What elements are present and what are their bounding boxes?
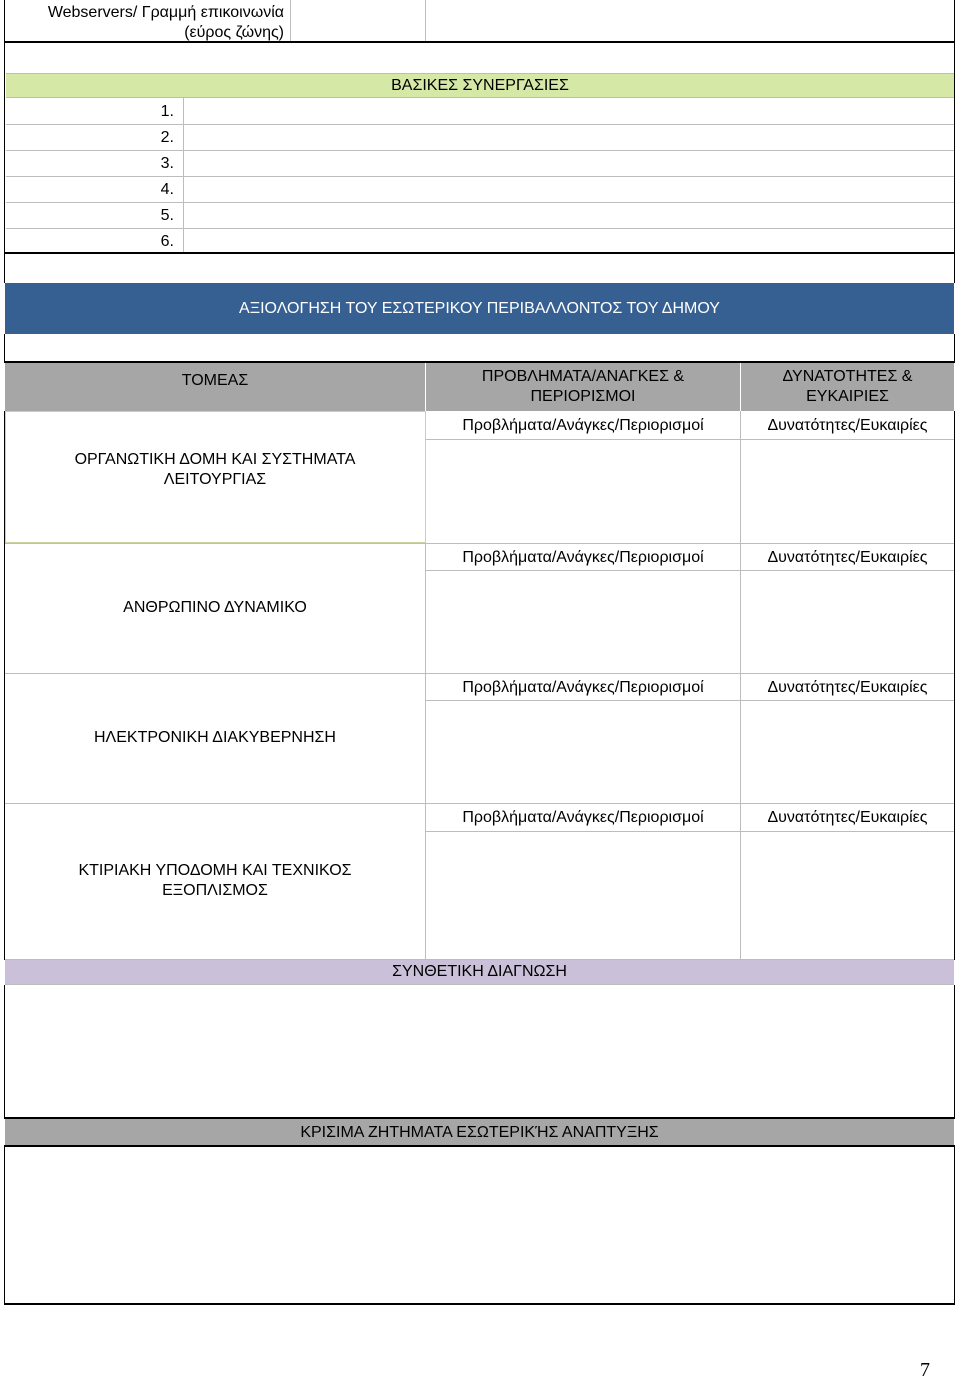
critical-issues-title: ΚΡΙΣΙΜΑ ΖΗΤΗΜΑΤΑ ΕΣΩΤΕΡΙΚΉΣ ΑΝΑΠΤΥΞΗΣ bbox=[5, 1119, 954, 1146]
synthetic-diagnosis-title: ΣΥΝΘΕΤΙΚΗ ΔΙΑΓΝΩΣΗ bbox=[5, 959, 954, 985]
problems-subheader: Προβλήματα/Ανάγκες/Περιορισμοί bbox=[462, 417, 704, 434]
problems-header-line2: ΠΕΡΙΟΡΙΣΜΟΙ bbox=[530, 388, 636, 405]
page-number: 7 bbox=[920, 1359, 930, 1381]
divider bbox=[426, 570, 954, 571]
problems-subheader: Προβλήματα/Ανάγκες/Περιορισμοί bbox=[462, 679, 704, 696]
sector-label bbox=[5, 858, 425, 904]
sector1-label-line1: ΟΡΓΑΝΩΤΙΚΗ ΔΟΜΗ ΚΑΙ ΣΥΣΤΗΜΑΤΑ bbox=[74, 451, 356, 468]
divider bbox=[425, 363, 426, 411]
divider bbox=[5, 543, 954, 544]
critical-issues-area bbox=[4, 1147, 955, 1305]
opportunities-header-line2: ΕΥΚΑΙΡΙΕΣ bbox=[806, 388, 889, 405]
partnership-number: 2. bbox=[160, 129, 174, 146]
partnership-number: 6. bbox=[160, 233, 174, 250]
divider bbox=[5, 803, 954, 804]
partnerships-title: ΒΑΣΙΚΕΣ ΣΥΝΕΡΓΑΣΙΕΣ bbox=[6, 73, 954, 98]
webservers-label-line1: Webservers/ Γραμμή επικοινωνία bbox=[47, 4, 284, 21]
partnership-number: 1. bbox=[160, 103, 174, 120]
assessment-title: ΑΞΙΟΛΟΓΗΣΗ ΤΟΥ ΕΣΩΤΕΡΙΚΟΥ ΠΕΡΙΒΑΛΛΟΝΤΟΣ ΤΟΥ ΔΗΜΟΥ bbox=[5, 283, 954, 334]
opportunities-subheader: Δυνατότητες/Ευκαιρίες bbox=[767, 417, 928, 434]
sector-label: ΑΝΘΡΩΠΙΝΟ ΔΥΝΑΜΙΚΟ bbox=[123, 598, 307, 616]
sector-label bbox=[5, 440, 425, 500]
sector4-label-line2: ΕΞΟΠΛΙΣΜΟΣ bbox=[162, 882, 268, 899]
synthetic-diagnosis-area bbox=[4, 985, 955, 1119]
problems-header-line1: ΠΡΟΒΛΗΜΑΤΑ/ΑΝΑΓΚΕΣ & bbox=[481, 368, 685, 385]
sector-column-header: ΤΟΜΕΑΣ bbox=[5, 363, 425, 411]
divider bbox=[4, 252, 955, 254]
problems-subheader: Προβλήματα/Ανάγκες/Περιορισμοί bbox=[462, 549, 704, 566]
sector1-label-line2: ΛΕΙΤΟΥΡΓΙΑΣ bbox=[163, 471, 267, 488]
opportunities-header-line1: ΔΥΝΑΤΟΤΗΤΕΣ & bbox=[782, 368, 913, 385]
partnership-number: 5. bbox=[160, 207, 174, 224]
opportunities-subheader: Δυνατότητες/Ευκαιρίες bbox=[767, 809, 928, 826]
sector-label: ΗΛΕΚΤΡΟΝΙΚΗ ΔΙΑΚΥΒΕΡΝΗΣΗ bbox=[94, 728, 336, 746]
problems-column-header bbox=[426, 363, 740, 411]
opportunities-column-header bbox=[741, 363, 954, 411]
divider bbox=[290, 0, 291, 43]
divider bbox=[740, 363, 741, 411]
opportunities-subheader: Δυνατότητες/Ευκαιρίες bbox=[767, 549, 928, 566]
sector4-label-line1: ΚΤΙΡΙΑΚΗ ΥΠΟΔΟΜΗ ΚΑΙ ΤΕΧΝΙΚΟΣ bbox=[78, 862, 352, 879]
assessment-spacer bbox=[4, 334, 955, 363]
divider bbox=[426, 831, 954, 832]
webservers-label bbox=[6, 3, 284, 43]
divider bbox=[425, 0, 426, 43]
webservers-label-line2: (εύρος ζώνης) bbox=[184, 24, 284, 41]
partnership-number: 4. bbox=[160, 181, 174, 198]
divider bbox=[5, 673, 954, 674]
problems-subheader: Προβλήματα/Ανάγκες/Περιορισμοί bbox=[462, 809, 704, 826]
opportunities-subheader: Δυνατότητες/Ευκαιρίες bbox=[767, 679, 928, 696]
divider bbox=[426, 439, 954, 440]
divider bbox=[426, 700, 954, 701]
partnership-number: 3. bbox=[160, 155, 174, 172]
